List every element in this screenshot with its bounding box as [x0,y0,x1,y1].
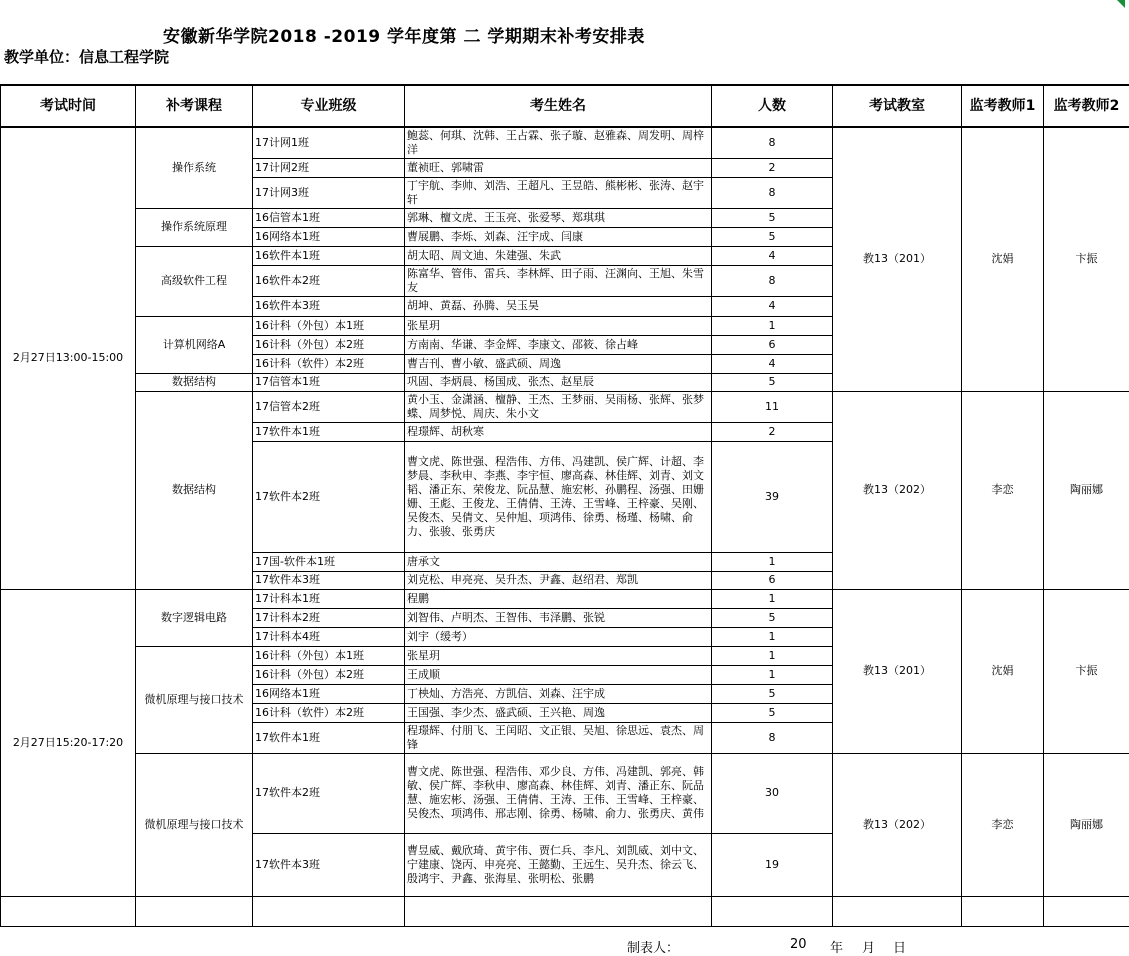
students-cell: 黄小玉、金潇涵、檀静、王杰、王梦丽、吴雨杨、张辉、张梦蝶、周梦悦、周庆、朱小文 [405,391,712,422]
date-year-label: 年 [830,937,843,956]
count-cell: 1 [712,665,833,684]
count-cell: 11 [712,391,833,422]
date-month-label: 月 [862,937,875,956]
proctor-2-cell: 卞振 [1044,127,1129,391]
proctor-2-cell: 卞振 [1044,589,1129,753]
teaching-unit-label: 教学单位：信息工程学院 [4,46,169,67]
room-cell: 教13（201） [833,589,962,753]
count-cell: 4 [712,296,833,316]
empty-cell [1,896,136,926]
class-cell: 16软件本3班 [253,296,405,316]
class-cell: 17软件本1班 [253,422,405,441]
header-student-names: 考生姓名 [405,85,712,127]
class-cell: 16计科（外包）本2班 [253,335,405,354]
students-cell: 胡坤、黄磊、孙腾、吴玉昊 [405,296,712,316]
course-cell: 微机原理与接口技术 [136,646,253,753]
header-course: 补考课程 [136,85,253,127]
class-cell: 17国-软件本1班 [253,552,405,571]
page-title: 安徽新华学院2018 -2019 学年度第 二 学期期末补考安排表 [163,22,645,47]
course-cell: 数字逻辑电路 [136,589,253,646]
students-cell: 刘宇（缓考） [405,627,712,646]
count-cell: 4 [712,246,833,265]
students-cell: 陈富华、管伟、雷兵、李林辉、田子雨、汪渊向、王旭、朱雪友 [405,265,712,296]
empty-cell [962,896,1044,926]
proctor-1-cell: 李恋 [962,753,1044,896]
count-cell: 6 [712,571,833,589]
count-cell: 2 [712,158,833,177]
class-cell: 16计科（外包）本2班 [253,665,405,684]
class-cell: 17软件本1班 [253,722,405,753]
students-cell: 巩固、李炳晨、杨国成、张杰、赵星辰 [405,373,712,391]
count-cell: 5 [712,227,833,246]
students-cell: 王成顺 [405,665,712,684]
students-cell: 曹吉刊、曹小敏、盛武硕、周逸 [405,354,712,373]
class-cell: 16计科（软件）本2班 [253,703,405,722]
students-cell: 董祯旺、郭啸雷 [405,158,712,177]
course-cell: 操作系统原理 [136,208,253,246]
count-cell: 8 [712,177,833,208]
students-cell: 胡太昭、周文迪、朱建强、朱武 [405,246,712,265]
class-cell: 17信管本2班 [253,391,405,422]
count-cell: 5 [712,684,833,703]
count-cell: 8 [712,722,833,753]
room-cell: 教13（202） [833,391,962,589]
class-cell: 16信管本1班 [253,208,405,227]
class-cell: 17计网3班 [253,177,405,208]
class-cell: 17软件本2班 [253,753,405,833]
class-cell: 16软件本2班 [253,265,405,296]
class-cell: 17计科本4班 [253,627,405,646]
header-proctor-2: 监考教师2 [1044,85,1129,127]
count-cell: 1 [712,627,833,646]
students-cell: 唐承文 [405,552,712,571]
class-cell: 17计科本2班 [253,608,405,627]
header-row [1,85,1129,127]
empty-cell [136,896,253,926]
count-cell: 1 [712,589,833,608]
class-cell: 17计网2班 [253,158,405,177]
empty-cell [712,896,833,926]
students-cell: 鲍蕊、何琪、沈韩、王占霖、张子璇、赵雅森、周发明、周梓洋 [405,127,712,158]
maker-label: 制表人： [627,937,679,956]
students-cell: 丁柍灿、方浩亮、方凯信、刘森、汪宇成 [405,684,712,703]
exam-time-cell: 2月27日15:20-17:20 [1,589,136,896]
proctor-1-cell: 李恋 [962,391,1044,589]
proctor-2-cell: 陶丽娜 [1044,391,1129,589]
class-cell: 16网络本1班 [253,227,405,246]
empty-row [1,896,1129,926]
students-cell: 张星玥 [405,646,712,665]
class-cell: 16计科（外包）本1班 [253,316,405,335]
students-cell: 程璟辉、付朋飞、王闰昭、文正银、吴旭、徐思远、袁杰、周锋 [405,722,712,753]
students-cell: 王国强、李少杰、盛武硕、王兴艳、周逸 [405,703,712,722]
header-room: 考试教室 [833,85,962,127]
proctor-1-cell: 沈娟 [962,127,1044,391]
empty-cell [833,896,962,926]
course-cell: 计算机网络A [136,316,253,373]
room-cell: 教13（202） [833,753,962,896]
class-cell: 17软件本3班 [253,833,405,896]
makeup-exam-table [0,84,1129,927]
count-cell: 5 [712,608,833,627]
count-cell: 5 [712,703,833,722]
table-row [1,127,1129,158]
students-cell: 刘智伟、卢明杰、王智伟、韦泽鹏、张锐 [405,608,712,627]
class-cell: 17信管本1班 [253,373,405,391]
course-cell: 操作系统 [136,127,253,208]
empty-cell [405,896,712,926]
students-cell: 丁宇航、李帅、刘浩、王超凡、王昱皓、熊彬彬、张涛、赵宇轩 [405,177,712,208]
course-cell: 数据结构 [136,373,253,391]
class-cell: 17计网1班 [253,127,405,158]
header-count: 人数 [712,85,833,127]
proctor-1-cell: 沈娟 [962,589,1044,753]
students-cell: 程鹏 [405,589,712,608]
class-cell: 17软件本3班 [253,571,405,589]
class-cell: 16计科（软件）本2班 [253,354,405,373]
header-proctor-1: 监考教师1 [962,85,1044,127]
course-cell: 高级软件工程 [136,246,253,316]
header-exam-time: 考试时间 [1,85,136,127]
empty-cell [253,896,405,926]
students-cell: 曹展鹏、李烁、刘森、汪宇成、闫康 [405,227,712,246]
students-cell: 郭琳、檀文虎、王玉亮、张爱琴、郑琪琪 [405,208,712,227]
students-cell: 方南南、华谦、李金辉、李康文、邵筱、徐占峰 [405,335,712,354]
count-cell: 1 [712,552,833,571]
students-cell: 曹昱威、戴欣琦、黄宇伟、贾仁兵、李凡、刘凯威、刘中文、宁建康、饶丙、申亮亮、王懿勤、王远生、吴升杰、徐云飞、殷鸿宇、尹鑫、张海星、张明松、张鹏 [405,833,712,896]
count-cell: 8 [712,127,833,158]
date-day-label: 日 [893,937,906,956]
table-row [1,753,1129,833]
count-cell: 19 [712,833,833,896]
cell-corner-marker [1117,0,1125,8]
count-cell: 8 [712,265,833,296]
count-cell: 39 [712,441,833,552]
count-cell: 6 [712,335,833,354]
students-cell: 张星玥 [405,316,712,335]
count-cell: 4 [712,354,833,373]
table-row [1,391,1129,422]
table-row [1,589,1129,608]
count-cell: 5 [712,208,833,227]
count-cell: 5 [712,373,833,391]
proctor-2-cell: 陶丽娜 [1044,753,1129,896]
empty-cell [1044,896,1129,926]
count-cell: 1 [712,316,833,335]
course-cell: 微机原理与接口技术 [136,753,253,896]
students-cell: 曹文虎、陈世强、程浩伟、邓少良、方伟、冯建凯、郭亮、韩敏、侯广辉、李秋申、廖高森、林佳辉、刘青、潘正东、阮品慧、施宏彬、汤强、王倩倩、王涛、王伟、王雪峰、王梓豪、吴俊杰、项鸿伟、邢志刚、徐勇、杨啸、俞力、张勇庆、黄伟 [405,753,712,833]
class-cell: 16网络本1班 [253,684,405,703]
header-class: 专业班级 [253,85,405,127]
count-cell: 1 [712,646,833,665]
class-cell: 17计科本1班 [253,589,405,608]
room-cell: 教13（201） [833,127,962,391]
date-year-prefix: 20 [790,937,807,952]
course-cell: 数据结构 [136,391,253,589]
count-cell: 2 [712,422,833,441]
class-cell: 16软件本1班 [253,246,405,265]
students-cell: 程璟辉、胡秋寒 [405,422,712,441]
exam-time-cell: 2月27日13:00-15:00 [1,127,136,589]
class-cell: 17软件本2班 [253,441,405,552]
count-cell: 30 [712,753,833,833]
class-cell: 16计科（外包）本1班 [253,646,405,665]
students-cell: 刘克松、申亮亮、吴升杰、尹鑫、赵绍君、郑凯 [405,571,712,589]
students-cell: 曹文虎、陈世强、程浩伟、方伟、冯建凯、侯广辉、计超、李梦晨、李秋申、李燕、李宇恒、廖高森、林佳辉、刘青、刘文韬、潘正东、荣俊龙、阮品慧、施宏彬、孙鹏程、汤强、田姗姗、王彪、王俊龙、王倩倩、王涛、王雪峰、王梓豪、吴刚、吴俊杰、吴倩文、吴仲旭、项鸿伟、徐勇、杨瑾、杨啸、俞力、张骏、张勇庆 [405,441,712,552]
